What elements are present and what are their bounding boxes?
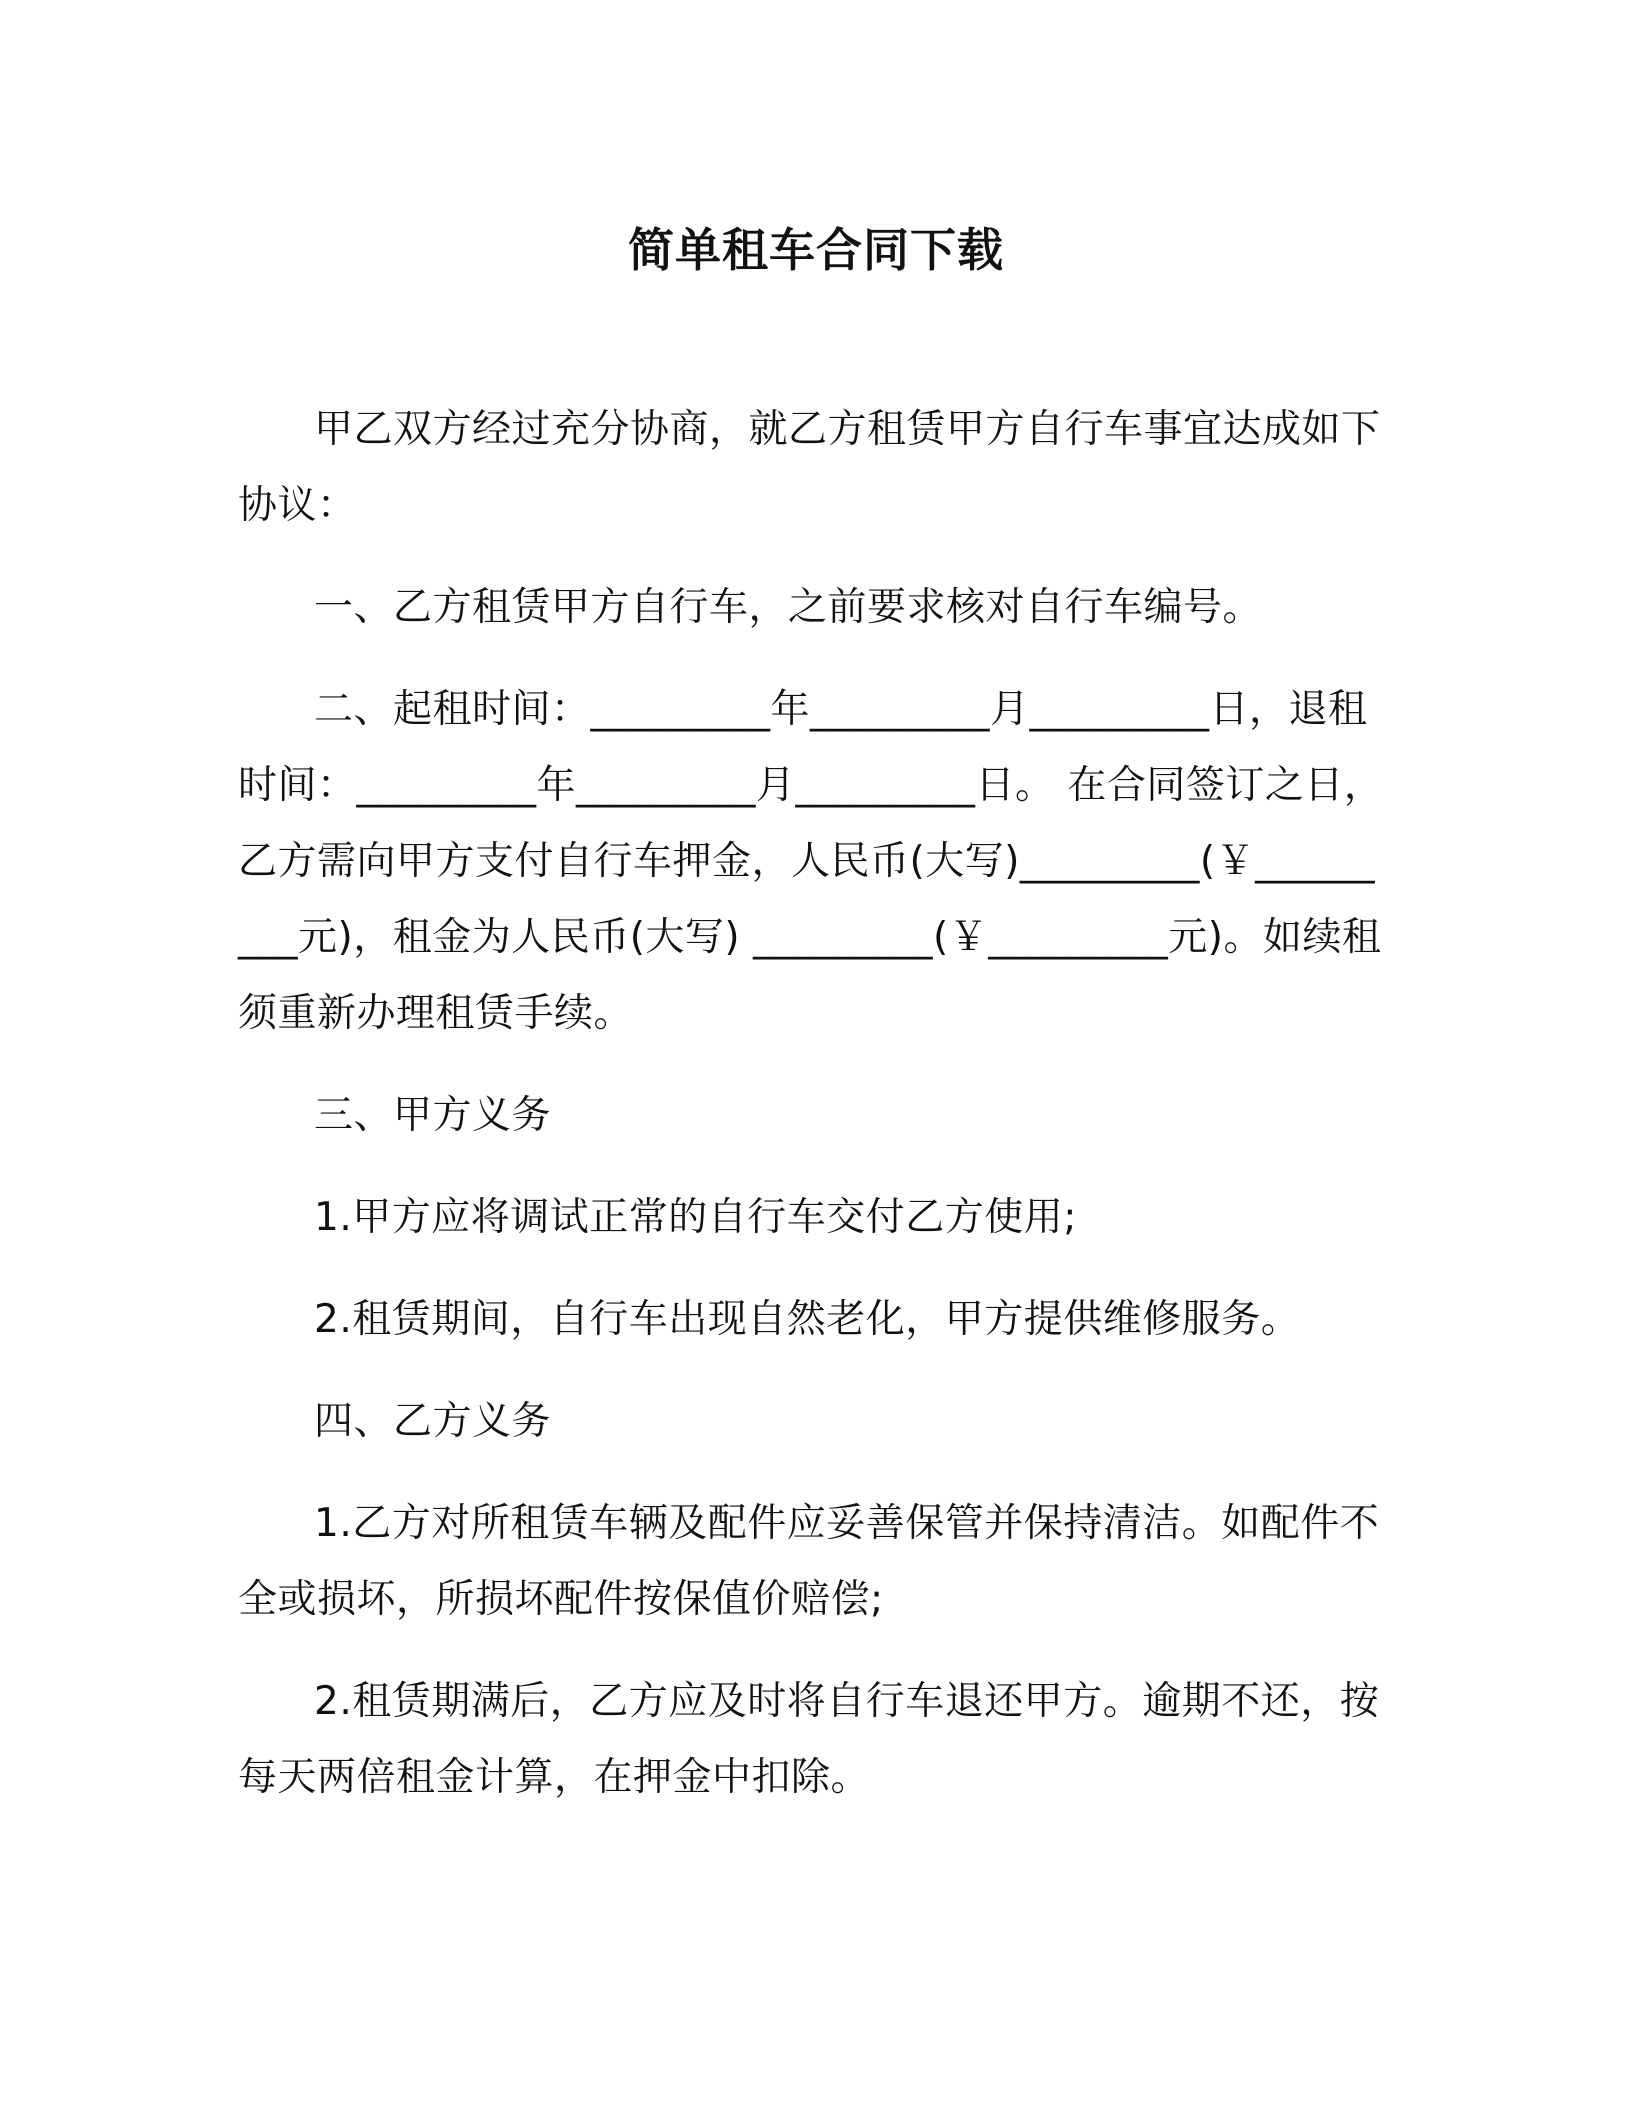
clause-4-item-1: 1.乙方对所租赁车辆及配件应妥善保管并保持清洁。如配件不全或损坏，所损坏配件按保值价赔偿; bbox=[238, 1501, 1380, 1622]
clause-4-heading: 四、乙方义务 bbox=[314, 1399, 552, 1444]
document-title: 简单租车合同下载 bbox=[628, 223, 1004, 277]
clause-4-item-2: 2.租赁期满后，乙方应及时将自行车退还甲方。逾期不还，按每天两倍租金计算，在押金中扣除。 bbox=[238, 1679, 1380, 1800]
clause-3-item-2: 2.租赁期间，自行车出现自然老化，甲方提供维修服务。 bbox=[314, 1297, 1301, 1342]
clause-3-heading: 三、甲方义务 bbox=[314, 1093, 552, 1138]
clause-3-item-1: 1.甲方应将调试正常的自行车交付乙方使用; bbox=[314, 1195, 1077, 1240]
intro-paragraph: 甲乙双方经过充分协商，就乙方租赁甲方自行车事宜达成如下协议： bbox=[238, 407, 1381, 528]
clause-1-paragraph: 一、乙方租赁甲方自行车，之前要求核对自行车编号。 bbox=[314, 585, 1263, 630]
document-body bbox=[238, 392, 1393, 1816]
clause-2-paragraph: 二、起租时间：_________年_________月_________日，退租时间：_________年_________月_________日。 在合同签订之日，乙方需向甲方支付自行车押金，人民币(大写)_________(￥_________元)，租金为人民币(大写) _________(￥_________元)。如续租须重新办理租赁手续。 bbox=[238, 687, 1384, 1036]
